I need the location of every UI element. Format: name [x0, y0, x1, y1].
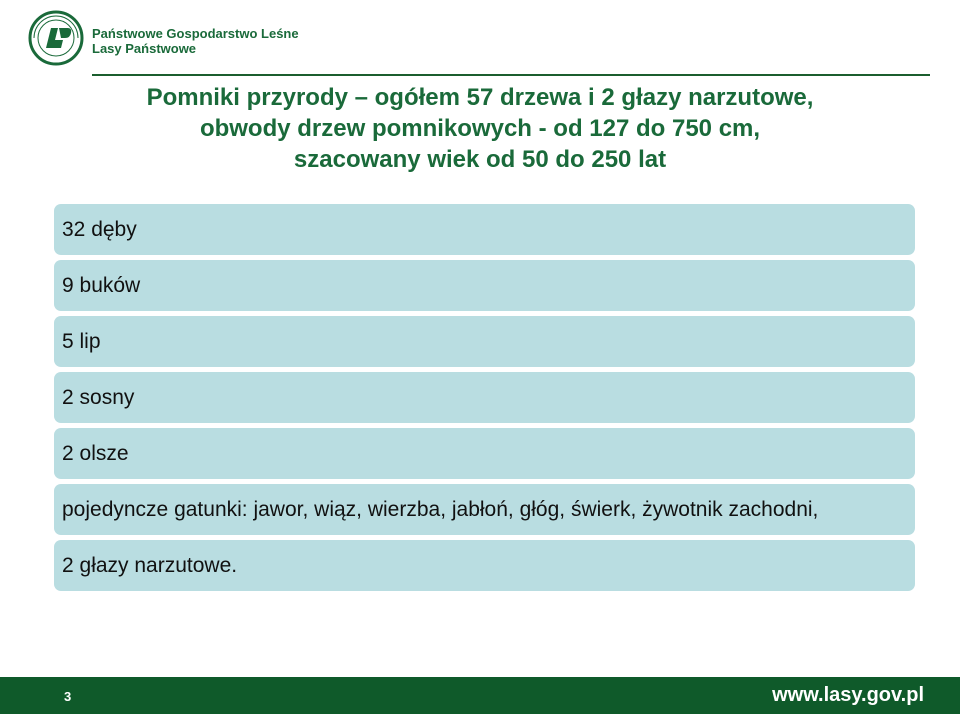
list-item-text: 32 dęby — [62, 217, 137, 241]
title-line-3: szacowany wiek od 50 do 250 lat — [293, 146, 667, 173]
lasy-panstwowe-logo — [28, 10, 84, 66]
list-item-text: 2 głazy narzutowe. — [62, 553, 238, 577]
list-item-other-species — [54, 484, 915, 535]
list-item-lindens — [54, 316, 915, 367]
list-item-text: 2 sosny — [62, 385, 135, 409]
page-number: 3 — [64, 689, 72, 704]
list-item-text: pojedyncze gatunki: jawor, wiąz, wierzba, jabłoń, głóg, świerk, żywotnik zachodni, — [62, 497, 819, 521]
list-item-pines — [54, 372, 915, 423]
header — [0, 0, 960, 78]
list-item-text: 2 olsze — [62, 441, 129, 465]
list-item-alders — [54, 428, 915, 479]
organization-line-2: Lasy Państwowe — [92, 41, 197, 56]
title-line-2: obwody drzew pomnikowych - od 127 do 750 cm, — [199, 115, 761, 142]
website-url: www.lasy.gov.pl — [772, 684, 924, 706]
organization-name — [92, 26, 299, 56]
title-line-1: Pomniki przyrody – ogółem 57 drzewa i 2 głazy narzutowe, — [146, 84, 814, 111]
organization-line-1: Państwowe Gospodarstwo Leśne — [92, 26, 299, 41]
list-item-text: 5 lip — [62, 329, 101, 353]
header-divider — [92, 74, 930, 76]
species-list — [54, 204, 915, 596]
list-item-oaks — [54, 204, 915, 255]
list-item-beeches — [54, 260, 915, 311]
footer-bar — [0, 677, 960, 714]
list-item-boulders — [54, 540, 915, 591]
logo-graphic — [28, 10, 84, 66]
list-item-text: 9 buków — [62, 273, 141, 297]
slide-title — [0, 82, 960, 175]
